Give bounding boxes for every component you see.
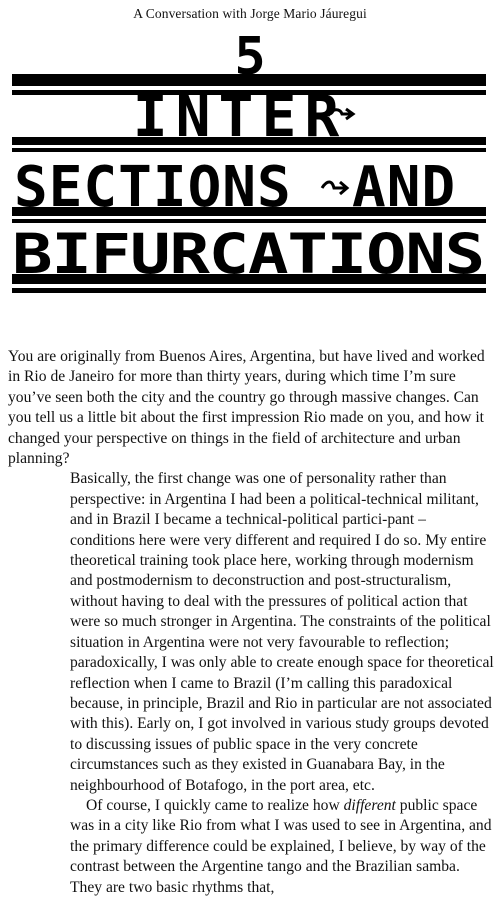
- interview-body: [8, 347, 494, 898]
- arrow-icon: [322, 182, 347, 194]
- title-line-inter: INTER: [132, 82, 348, 150]
- chapter-title-banner: [10, 26, 490, 311]
- answer-paragraph: Basically, the first change was one of personality rather than perspective: in Argentina I had been a political-technical militant, and in Brazil I became a technical-political partici-pant – conditions here were very different and required I do so. My entire theoretical training took place here, working through modernism and postmodernism to deconstruction and post-structuralism, without having to deal with the pressures of political action that were so much stronger in Argentina. The constraints of the political situation in Argentina were not very favourable to reflection; paradoxically, I was only able to create enough space for theoretical reflection when I came to Brazil (I’m calling this paradoxical because, in principle, Brazil and Rio in particular are not associated with this). Early on, I got involved in various study groups devoted to discussing issues of public space in the very concrete circumstances such as they existed in Guanabara Bay, in the neighbourhood of Botafogo, in the port area, etc.: [70, 470, 494, 794]
- chapter-number: 5: [234, 27, 266, 87]
- interview-question: You are originally from Buenos Aires, Argentina, but have lived and worked in Rio de Janeiro for more than thirty years, during which time I’m sure you’ve seen both the city and the country go through massive changes. Can you tell us a little bit about the first impression Rio made on you, and how it changed your perspective on things in the field of architecture and urban planning?: [8, 348, 485, 468]
- answer-text: public space was in a city like Rio from what I was used to see in Argentina, and the primary difference could be explained, I believe, by way of the contrast between the Argentine tango and the Brazilian samba. They are two basic rhythms that,: [70, 796, 492, 896]
- title-line-bifurcations: BIFURCATIONS: [12, 222, 484, 286]
- title-line-and: AND: [352, 155, 457, 220]
- emphasized-word: different: [343, 796, 396, 814]
- banner-bar: [12, 288, 486, 293]
- title-line-sections: SECTIONS: [14, 155, 292, 220]
- answer-text: Of course, I quickly came to realize how: [86, 796, 344, 814]
- running-head: A Conversation with Jorge Mario Jáuregui: [133, 6, 367, 21]
- answer-paragraph: [70, 796, 494, 898]
